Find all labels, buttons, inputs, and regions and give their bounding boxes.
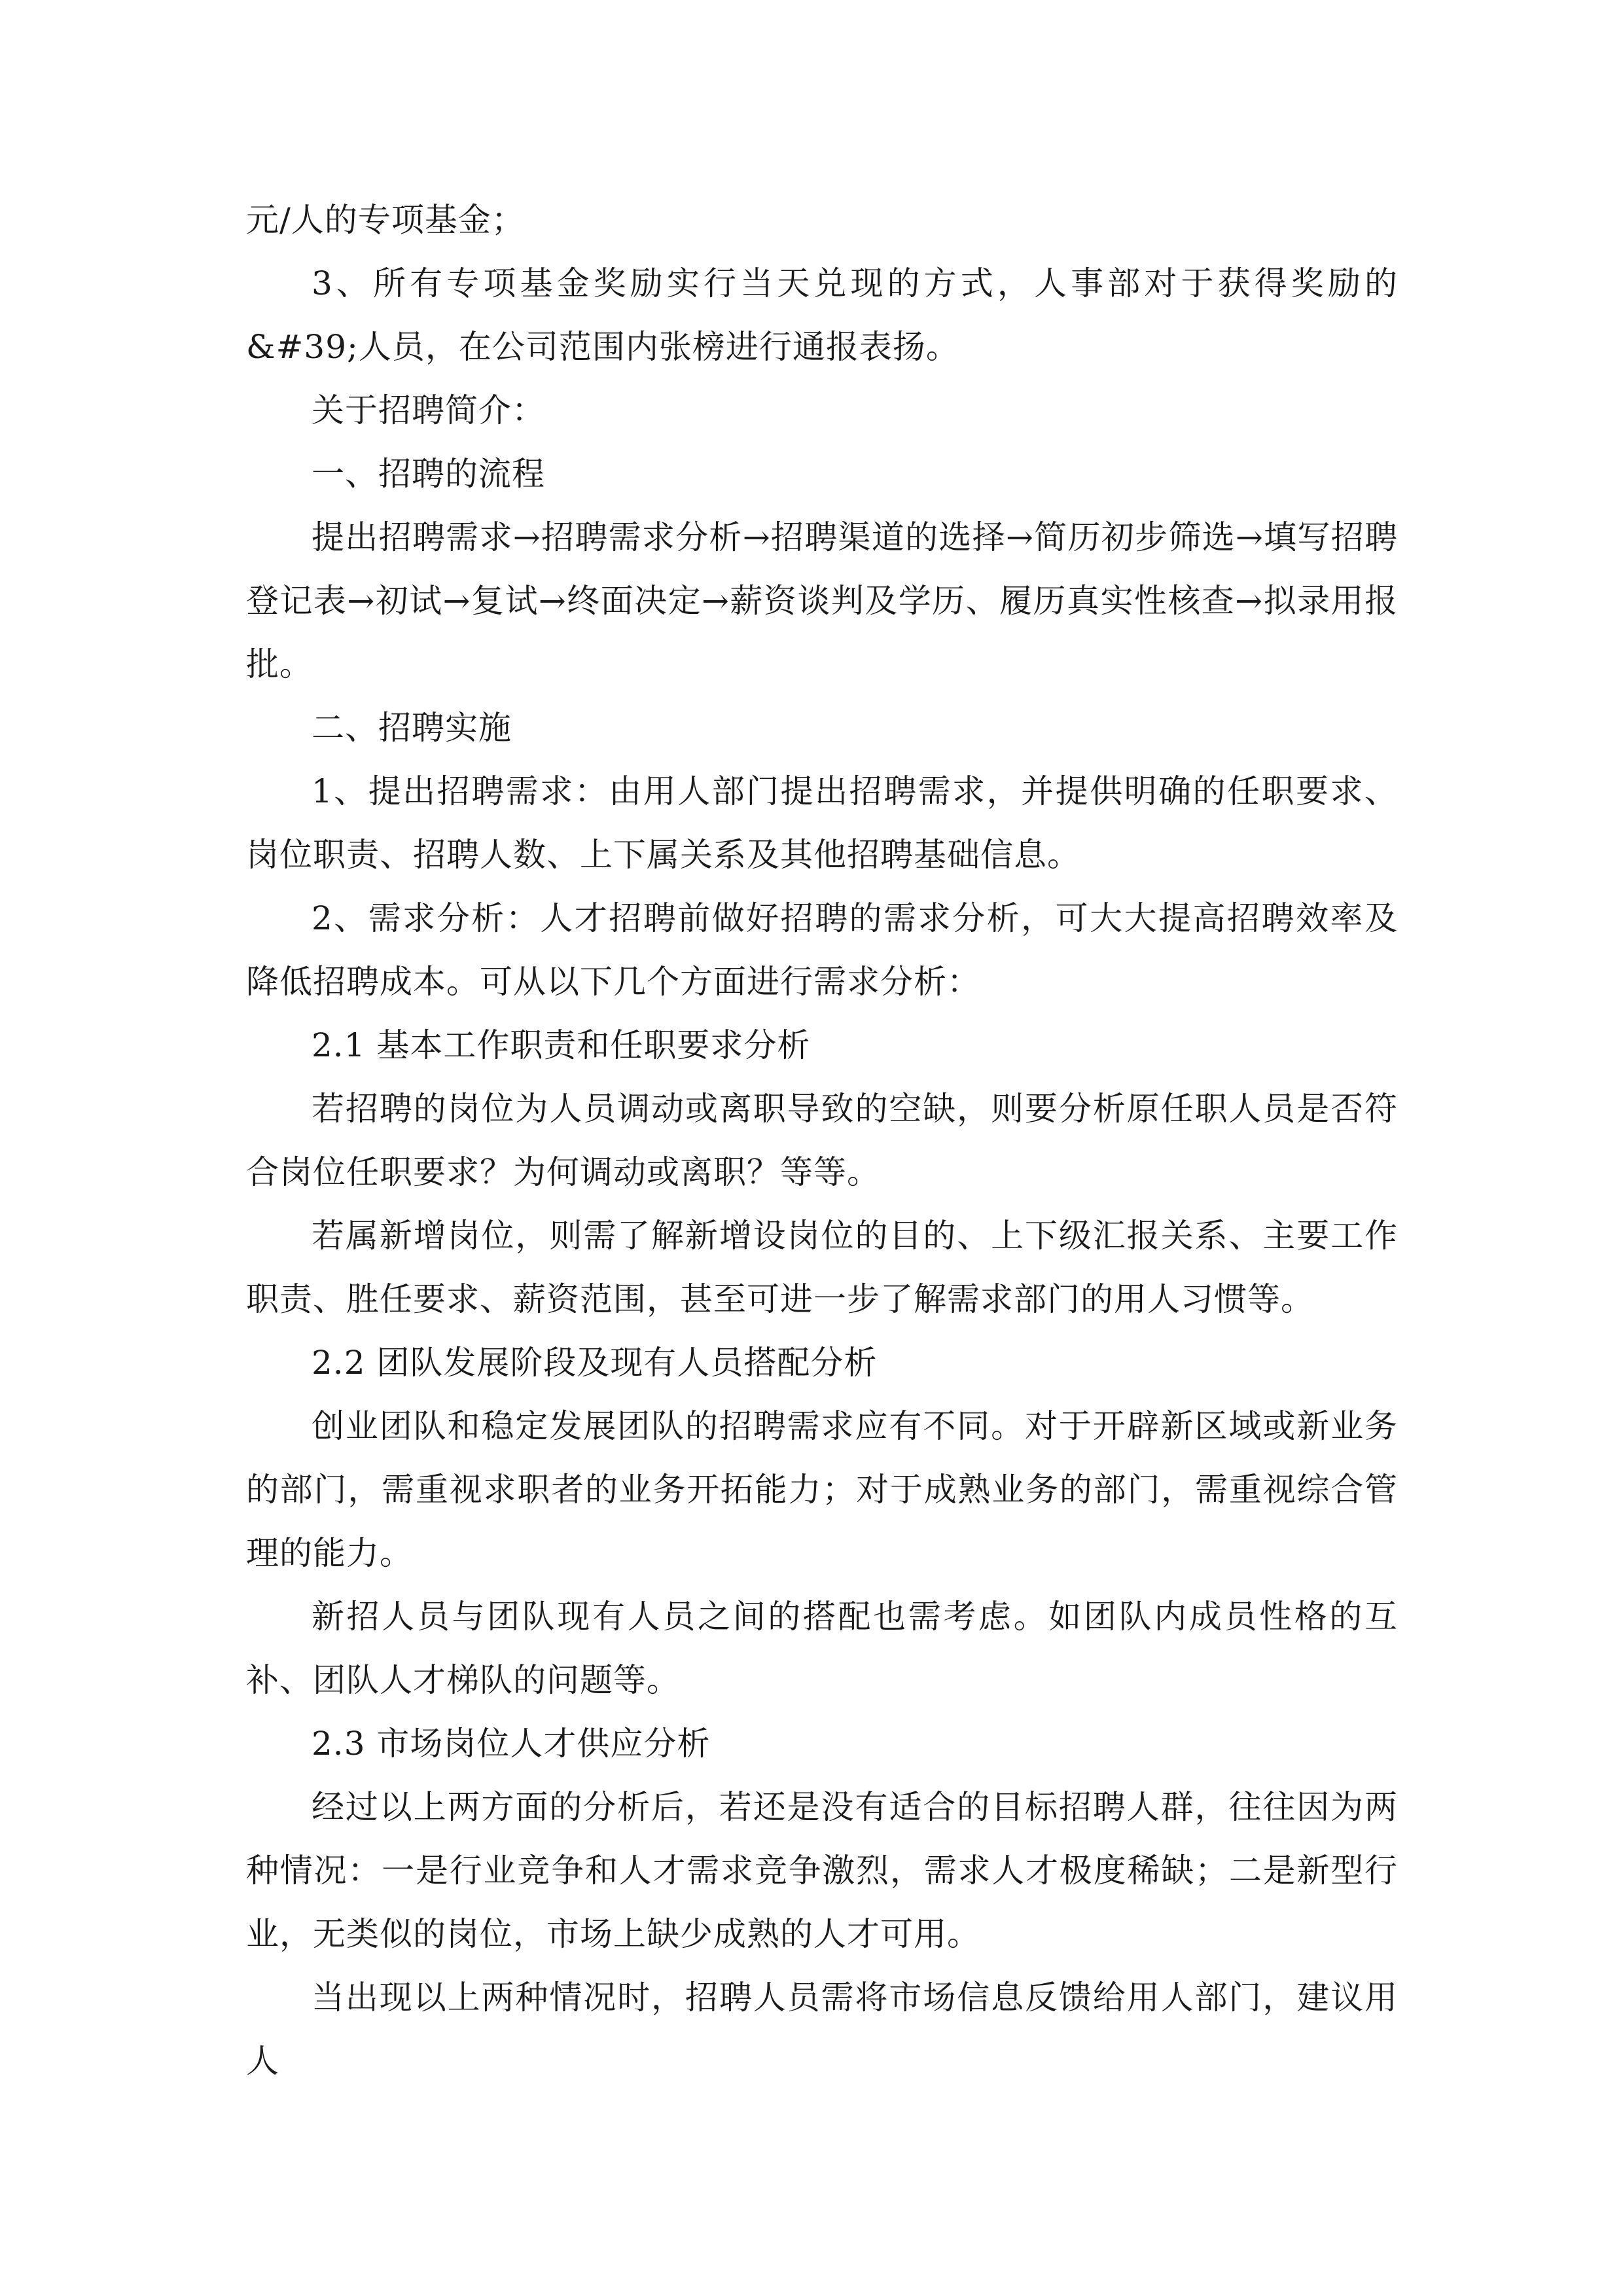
paragraph-market-supply: 经过以上两方面的分析后，若还是没有适合的目标招聘人群，往往因为两种情况：一是行业竞争和人才需求竞争激烈，需求人才极度稀缺；二是新型行业，无类似的岗位，市场上缺少成熟的人才可用。 (246, 1788, 1398, 1953)
paragraph-team-matching: 新招人员与团队现有人员之间的搭配也需考虑。如团队内成员性格的互补、团队人才梯队的问题等。 (246, 1598, 1398, 1699)
paragraph-team-stage: 创业团队和稳定发展团队的招聘需求应有不同。对于开辟新区域或新业务的部门，需重视求职者的业务开拓能力；对于成熟业务的部门，需重视综合管理的能力。 (246, 1407, 1398, 1572)
heading-section-2-2: 2.2 团队发展阶段及现有人员搭配分析 (312, 1344, 878, 1382)
paragraph-feedback: 当出现以上两种情况时，招聘人员需将市场信息反馈给用人部门，建议用人 (246, 1979, 1398, 2080)
paragraph-demand-analysis: 2、需求分析：人才招聘前做好招聘的需求分析，可大大提高招聘效率及降低招聘成本。可从以下几个方面进行需求分析： (246, 899, 1398, 1001)
heading-section-2-3: 2.3 市场岗位人才供应分析 (312, 1725, 711, 1763)
paragraph-vacancy-analysis: 若招聘的岗位为人员调动或离职导致的空缺，则要分析原任职人员是否符合岗位任职要求？为何调动或离职？等等。 (246, 1090, 1398, 1191)
paragraph-fund-continuation: 元/人的专项基金； (246, 201, 525, 239)
paragraph-reward-redemption: 3、所有专项基金奖励实行当天兑现的方式，人事部对于获得奖励的&#39;人员，在公司范围内张榜进行通报表扬。 (246, 264, 1398, 366)
heading-recruitment-implementation: 二、招聘实施 (312, 709, 512, 747)
paragraph-recruitment-intro: 关于招聘简介： (312, 391, 545, 429)
heading-section-2-1: 2.1 基本工作职责和任职要求分析 (312, 1026, 811, 1064)
paragraph-submit-demand: 1、提出招聘需求：由用人部门提出招聘需求，并提供明确的任职要求、岗位职责、招聘人数、上下属关系及其他招聘基础信息。 (246, 772, 1398, 874)
paragraph-new-position: 若属新增岗位，则需了解新增设岗位的目的、上下级汇报关系、主要工作职责、胜任要求、薪资范围，甚至可进一步了解需求部门的用人习惯等。 (246, 1217, 1398, 1318)
document-body (246, 188, 1398, 2093)
heading-recruitment-process: 一、招聘的流程 (312, 455, 545, 493)
paragraph-process-flow: 提出招聘需求→招聘需求分析→招聘渠道的选择→简历初步筛选→填写招聘登记表→初试→复试→终面决定→薪资谈判及学历、履历真实性核查→拟录用报批。 (246, 518, 1398, 683)
